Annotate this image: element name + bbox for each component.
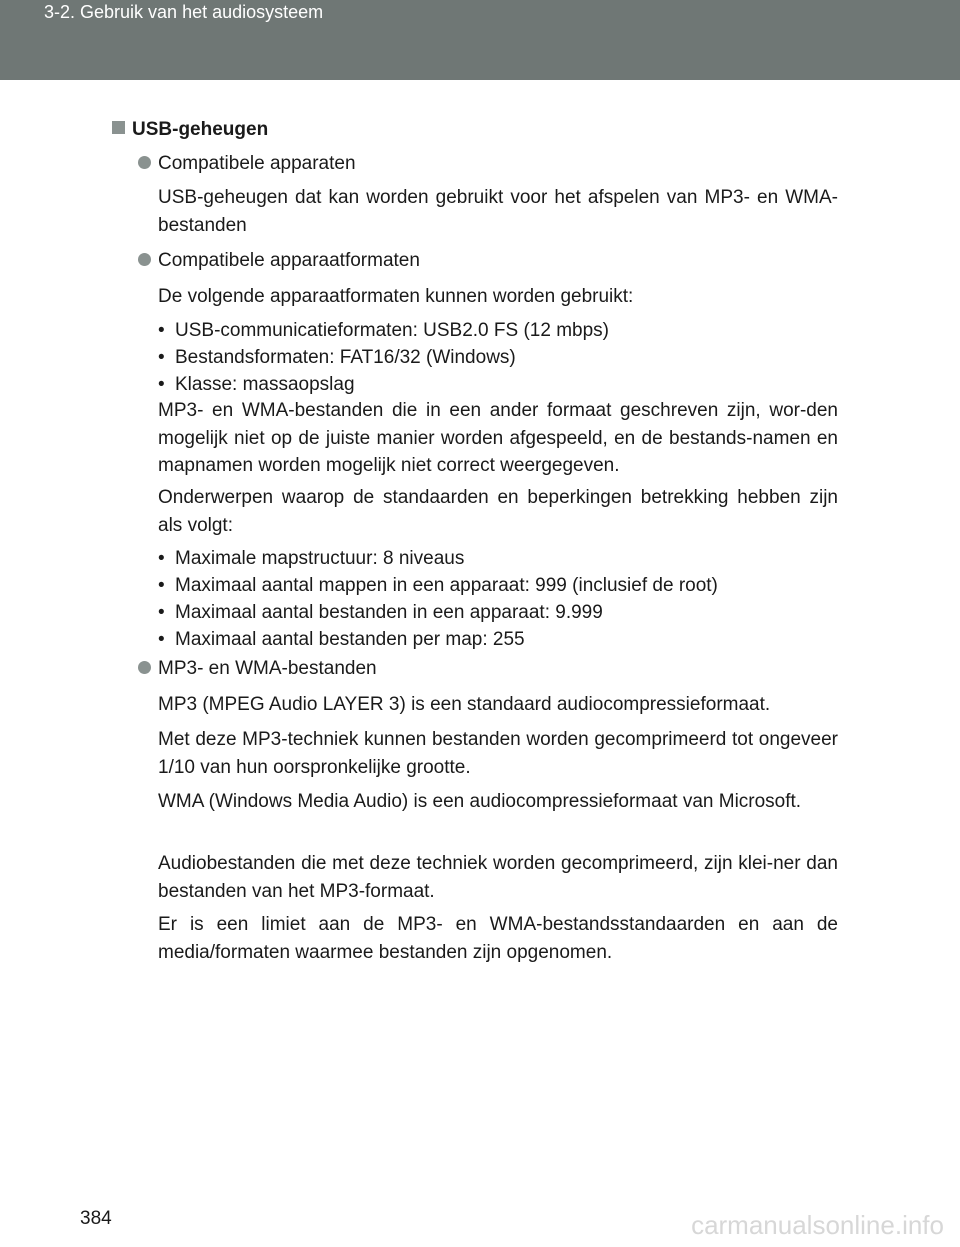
paragraph-compatible-devices: USB-geheugen dat kan worden gebruikt voor het afspelen van MP3- en WMA-bestanden — [158, 187, 838, 236]
circle-bullet-icon — [138, 156, 151, 169]
subheading-compatible-devices: Compatibele apparaten — [138, 152, 356, 176]
page-number: 384 — [80, 1208, 112, 1229]
section-heading — [112, 118, 268, 142]
paragraph-formats-intro: De volgende apparaatformaten kunnen worden gebruikt: — [158, 286, 634, 307]
list-item: • Bestandsformaten: FAT16/32 (Windows) — [158, 344, 838, 371]
chapter-title: 3-2. Gebruik van het audiosysteem — [44, 2, 324, 22]
list-item: • Klasse: massaopslag — [158, 371, 838, 398]
list-item: • USB-communicatieformaten: USB2.0 FS (12 mbps) — [158, 317, 838, 344]
circle-bullet-icon — [138, 253, 151, 266]
paragraph-limits-intro: Onderwerpen waarop de standaarden en beperkingen betrekking hebben zijn als volgt: — [158, 487, 838, 536]
watermark: carmanualsonline.info — [691, 1210, 944, 1240]
page-header — [0, 0, 960, 80]
paragraph-mp3-4: Audiobestanden die met deze techniek worden gecomprimeerd, zijn klei-ner dan bestanden van het MP3-formaat. — [158, 853, 838, 902]
subheading-compatible-formats: Compatibele apparaatformaten — [138, 249, 420, 273]
paragraph-mp3-1: MP3 (MPEG Audio LAYER 3) is een standaard audiocompressieformaat. — [158, 694, 771, 715]
paragraph-mp3-5: Er is een limiet aan de MP3- en WMA-bestandsstandaarden en aan de media/formaten waarmee bestanden zijn opgenomen. — [158, 914, 838, 963]
limits-list — [158, 545, 838, 653]
list-item: • Maximale mapstructuur: 8 niveaus — [158, 545, 838, 572]
paragraph-formats-note: MP3- en WMA-bestanden die in een ander formaat geschreven zijn, wor-den mogelijk niet op de juiste manier worden afgespeeld, en de bestands-namen en mapnamen worden mogelijk niet correct weergegeven. — [158, 400, 838, 476]
list-item: • Maximaal aantal bestanden in een apparaat: 9.999 — [158, 599, 838, 626]
formats-list — [158, 317, 838, 398]
list-item: • Maximaal aantal bestanden per map: 255 — [158, 626, 838, 653]
circle-bullet-icon — [138, 661, 151, 674]
section-title: USB-geheugen — [132, 119, 269, 140]
subheading-mp3-wma: MP3- en WMA-bestanden — [138, 657, 377, 681]
paragraph-mp3-2: Met deze MP3-techniek kunnen bestanden worden gecomprimeerd tot ongeveer 1/10 van hun oorspronkelijke grootte. — [158, 729, 838, 778]
paragraph-mp3-3: WMA (Windows Media Audio) is een audiocompressieformaat van Microsoft. — [158, 791, 802, 812]
list-item: • Maximaal aantal mappen in een apparaat: 999 (inclusief de root) — [158, 572, 838, 599]
square-bullet-icon — [112, 121, 125, 134]
